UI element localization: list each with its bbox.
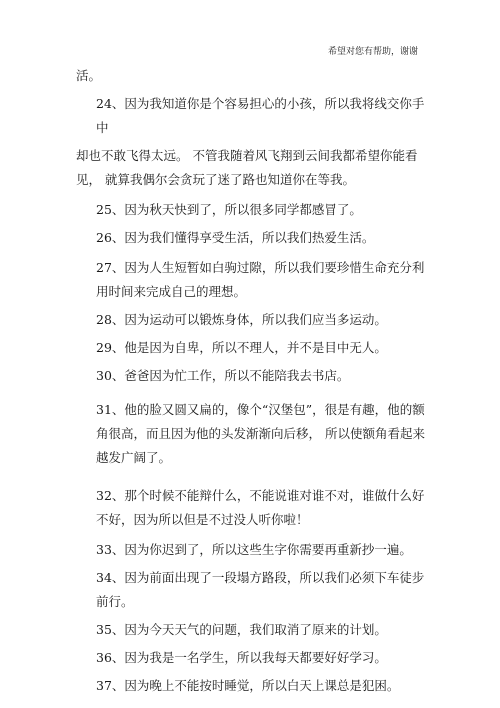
- paragraph-24: 24、因为我知道你是个容易担心的小孩，所以我将线交你手中: [96, 96, 425, 135]
- paragraph-27: 27、因为人生短暂如白驹过隙，所以我们要珍惜生命充分利用时间来完成自己的理想。: [96, 260, 425, 299]
- paragraph-25: 25、因为秋天快到了，所以很多同学都感冒了。: [96, 202, 362, 217]
- paragraph-24-continued: 却也不敢飞得太远。 不管我随着风飞翔到云间我都希望你能看见， 就算我偶尔会贪玩了迷了路也知道你在等我。: [76, 148, 418, 187]
- paragraph-32: 32、那个时候不能辩什么，不能说谁对谁不对，谁做什么好不好，因为所以但是不过没人听你啦！: [96, 488, 425, 527]
- paragraph-31: 31、他的脸又圆又扁的，像个“汉堡包”，很是有趣，他的额角很高，而且因为他的头发渐渐向后移， 所以使额角看起来越发广阔了。: [96, 402, 425, 465]
- paragraph-36: 36、因为我是一名学生，所以我每天都要好好学习。: [96, 650, 387, 665]
- paragraph-30: 30、爸爸因为忙工作，所以不能陪我去书店。: [96, 368, 350, 383]
- paragraph-34: 34、因为前面出现了一段塌方路段，所以我们必须下车徒步前行。: [96, 570, 425, 609]
- paragraph-33: 33、因为你迟到了，所以这些生字你需要再重新抄一遍。: [96, 542, 412, 557]
- paragraph-28: 28、因为运动可以锻炼身体，所以我们应当多运动。: [96, 312, 387, 327]
- document-body: [76, 64, 426, 698]
- paragraph-continuation: 活。: [76, 68, 102, 83]
- paragraph-35: 35、因为今天天气的问题，我们取消了原来的计划。: [96, 622, 387, 637]
- paragraph-26: 26、因为我们懂得享受生活，所以我们热爱生活。: [96, 230, 375, 245]
- paragraph-37: 37、因为晚上不能按时睡觉，所以白天上课总是犯困。: [96, 678, 400, 693]
- paragraph-29: 29、他是因为自卑，所以不理人，并不是目中无人。: [96, 340, 387, 355]
- page-header: 希望对您有帮助，谢谢: [327, 47, 418, 57]
